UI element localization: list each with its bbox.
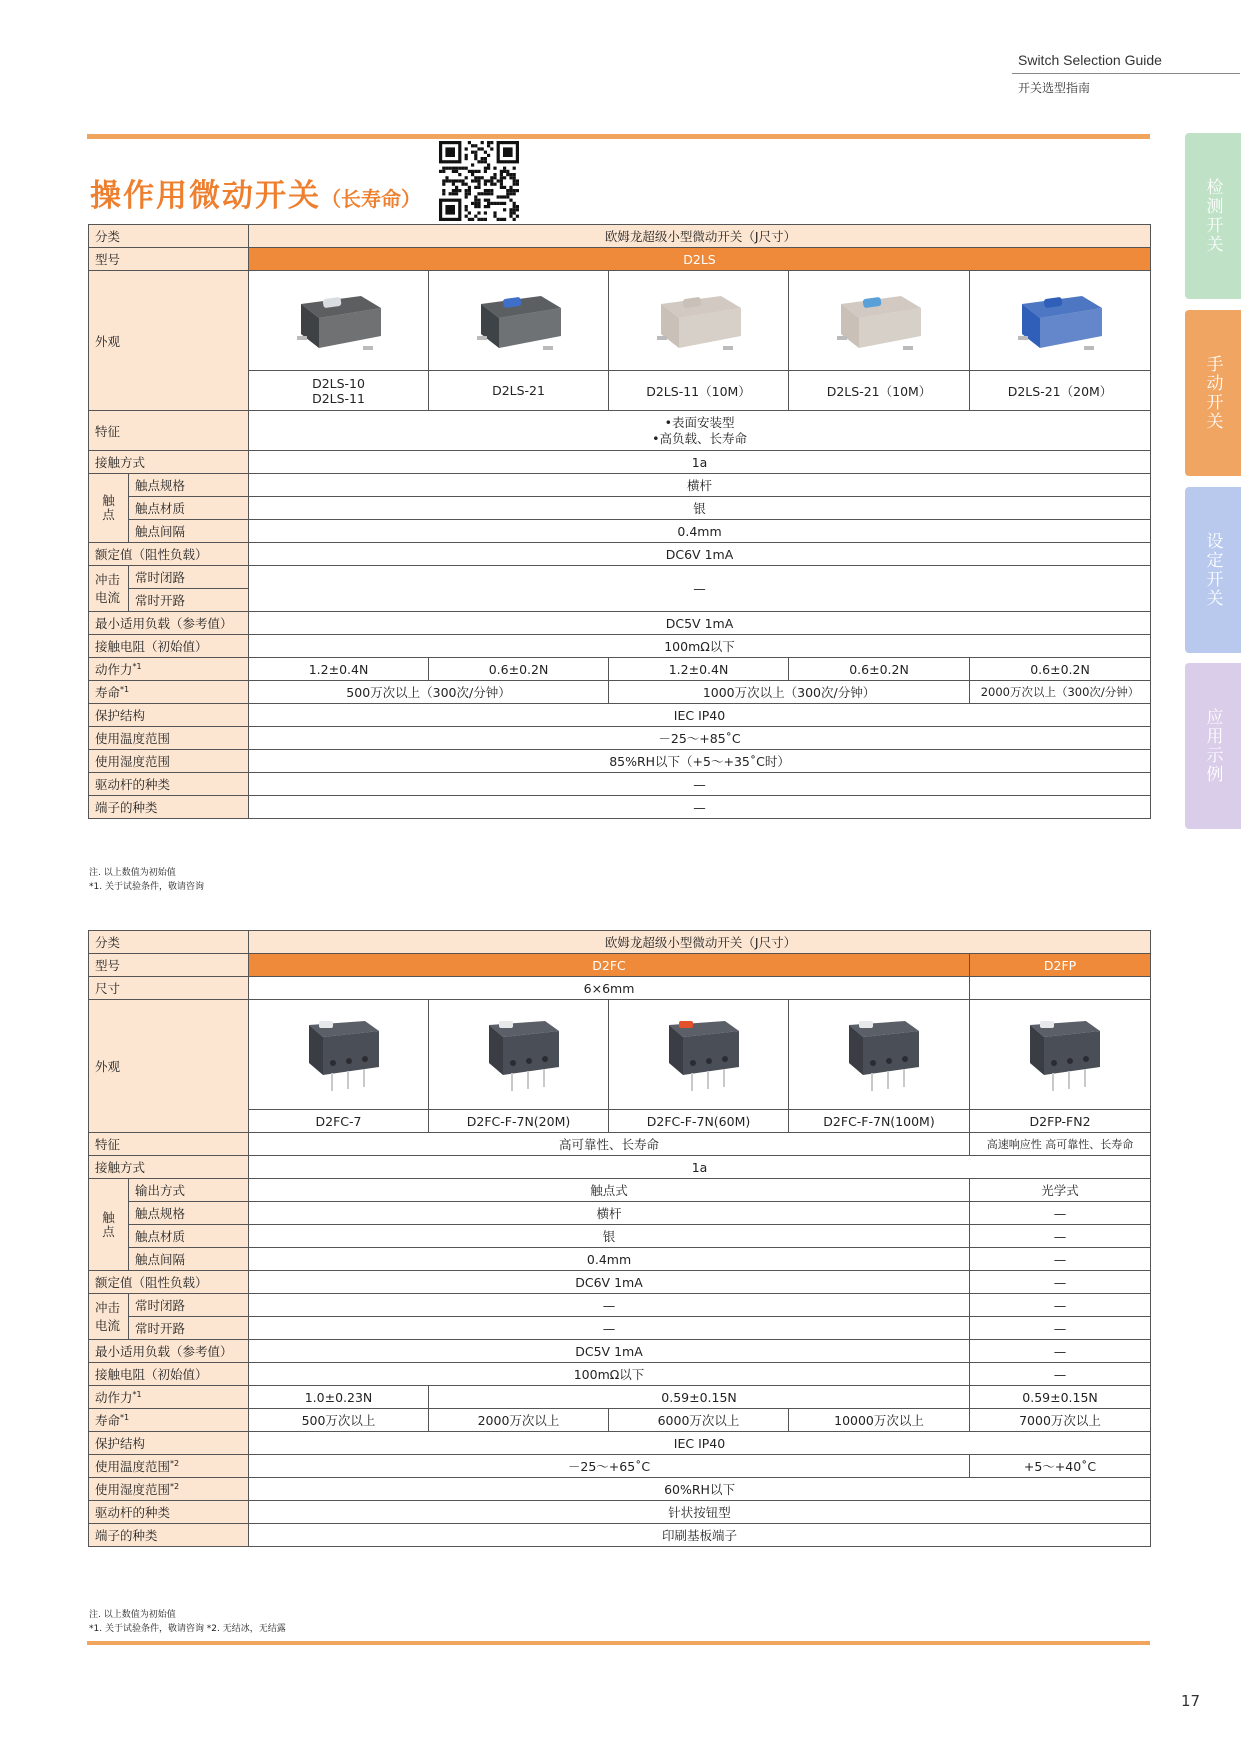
product-image-cell xyxy=(249,1000,429,1110)
life-label xyxy=(89,1409,249,1432)
contact-gap-label: 触点间隔 xyxy=(129,1248,249,1271)
resistance-value: — xyxy=(970,1363,1151,1386)
switch-d2fc-f-7n-20m-image xyxy=(459,1003,579,1103)
contact-spec-label: 触点规格 xyxy=(129,474,249,497)
model-caption: D2LS-10 D2LS-11 xyxy=(249,371,429,411)
note-line: *1. 关于试验条件，敬请咨询 *2. 无结冰，无结露 xyxy=(89,1624,286,1634)
note-line: 注. 以上数值为初始值 xyxy=(89,1610,176,1620)
contact-material-value: 银 xyxy=(249,497,1151,520)
table-row xyxy=(89,520,1151,543)
category-label: 分类 xyxy=(89,931,249,954)
terminal-type-label: 端子的种类 xyxy=(89,1524,249,1547)
table-row xyxy=(89,474,1151,497)
nc-label: 常时闭路 xyxy=(129,1294,249,1317)
feature-label: 特征 xyxy=(89,1133,249,1156)
contact-material-label: 触点材质 xyxy=(129,1225,249,1248)
min-load-value: DC5V 1mA xyxy=(249,1340,970,1363)
model-caption: D2LS-21（10M） xyxy=(789,371,970,411)
footnote-mark: *2 xyxy=(170,1458,180,1468)
table-row xyxy=(89,225,1151,248)
tab-label: 设定开关 xyxy=(1202,532,1223,608)
table-row xyxy=(89,1432,1151,1455)
no-label: 常时开路 xyxy=(129,589,249,612)
life-label xyxy=(89,681,249,704)
table-row xyxy=(89,1363,1151,1386)
page-title-sub: （长寿命） xyxy=(321,187,421,211)
model-label: 型号 xyxy=(89,248,249,271)
rating-value: DC6V 1mA xyxy=(249,1271,970,1294)
feature-label: 特征 xyxy=(89,411,249,451)
product-image-cell xyxy=(609,271,789,371)
table-row xyxy=(89,1340,1151,1363)
contact-material-value: — xyxy=(970,1225,1151,1248)
force-label-text: 动作力 xyxy=(95,1390,133,1405)
table-row xyxy=(89,497,1151,520)
feature-value: 高可靠性、长寿命 xyxy=(249,1133,970,1156)
model-caption: D2FP-FN2 xyxy=(970,1110,1151,1133)
model-label: 型号 xyxy=(89,954,249,977)
spec-table-d2fc-d2fp xyxy=(88,930,1151,1547)
table-row xyxy=(89,1156,1151,1179)
note-line: 注. 以上数值为初始值 xyxy=(89,868,176,878)
life-value: 6000万次以上 xyxy=(609,1409,789,1432)
product-image-cell xyxy=(789,271,970,371)
table-row xyxy=(89,566,1151,589)
tab-label: 应用示例 xyxy=(1202,708,1223,784)
no-label: 常时开路 xyxy=(129,1317,249,1340)
life-label-text: 寿命 xyxy=(95,1413,121,1428)
table-row xyxy=(89,681,1151,704)
resistance-value: 100mΩ以下 xyxy=(249,635,1151,658)
table-row xyxy=(89,1225,1151,1248)
min-load-label: 最小适用负载（参考值） xyxy=(89,1340,249,1363)
table-row xyxy=(89,612,1151,635)
table-row xyxy=(89,371,1151,411)
contact-gap-value: — xyxy=(970,1248,1151,1271)
table-row xyxy=(89,635,1151,658)
min-load-value: — xyxy=(970,1340,1151,1363)
contact-gap-label: 触点间隔 xyxy=(129,520,249,543)
product-image-cell xyxy=(249,271,429,371)
model-caption: D2FC-F-7N(60M) xyxy=(609,1110,789,1133)
force-value: 1.2±0.4N xyxy=(249,658,429,681)
humidity-label-text: 使用湿度范围 xyxy=(95,1482,171,1497)
tab-label: 手动开关 xyxy=(1202,355,1223,431)
protection-value: IEC IP40 xyxy=(249,704,1151,727)
temperature-label xyxy=(89,1455,249,1478)
table-row xyxy=(89,1524,1151,1547)
table-row xyxy=(89,1202,1151,1225)
contact-group-label: 触点 xyxy=(89,1179,129,1271)
bottom-orange-rule xyxy=(87,1641,1150,1645)
product-image-cell xyxy=(970,1000,1151,1110)
output-value: 光学式 xyxy=(970,1179,1151,1202)
table-row xyxy=(89,977,1151,1000)
resistance-value: 100mΩ以下 xyxy=(249,1363,970,1386)
table-row xyxy=(89,1455,1151,1478)
footnote-mark: *1 xyxy=(132,661,142,671)
humidity-value: 60%RH以下 xyxy=(249,1478,1151,1501)
force-value: 0.59±0.15N xyxy=(970,1386,1151,1409)
life-value: 500万次以上 xyxy=(249,1409,429,1432)
force-value: 0.6±0.2N xyxy=(970,658,1151,681)
nc-value: — xyxy=(249,1294,970,1317)
force-label xyxy=(89,1386,249,1409)
protection-label: 保护结构 xyxy=(89,704,249,727)
table-row xyxy=(89,248,1151,271)
tab-application-examples[interactable] xyxy=(1185,663,1241,829)
temperature-label: 使用温度范围 xyxy=(89,727,249,750)
table-row xyxy=(89,1110,1151,1133)
terminal-type-value: — xyxy=(249,796,1151,819)
inrush-label: 冲击电流 xyxy=(89,566,129,612)
inrush-label: 冲击电流 xyxy=(89,1294,129,1340)
product-image-cell xyxy=(789,1000,970,1110)
table-row xyxy=(89,1271,1151,1294)
no-value: — xyxy=(970,1317,1151,1340)
model-value: D2FP xyxy=(970,954,1151,977)
table-row xyxy=(89,1478,1151,1501)
footnote-mark: *1 xyxy=(132,1389,142,1399)
contact-spec-value: — xyxy=(970,1202,1151,1225)
size-label: 尺寸 xyxy=(89,977,249,1000)
switch-d2fc-f-7n-100m-image xyxy=(819,1003,939,1103)
protection-value: IEC IP40 xyxy=(249,1432,1151,1455)
table-row xyxy=(89,411,1151,451)
contact-form-value: 1a xyxy=(249,1156,1151,1179)
table-row xyxy=(89,750,1151,773)
contact-spec-label: 触点规格 xyxy=(129,1202,249,1225)
nc-value: — xyxy=(970,1294,1151,1317)
model-caption: D2FC-7 xyxy=(249,1110,429,1133)
switch-d2ls-21-10m-image xyxy=(819,274,939,364)
table-row xyxy=(89,704,1151,727)
rating-value: — xyxy=(970,1271,1151,1294)
feature-line: •表面安装型 xyxy=(664,414,735,430)
terminal-type-label: 端子的种类 xyxy=(89,796,249,819)
output-label: 输出方式 xyxy=(129,1179,249,1202)
life-value: 10000万次以上 xyxy=(789,1409,970,1432)
model-caption: D2FC-F-7N(20M) xyxy=(429,1110,609,1133)
header-divider xyxy=(1012,73,1240,74)
product-image-cell xyxy=(609,1000,789,1110)
force-value: 1.0±0.23N xyxy=(249,1386,429,1409)
model-caption: D2FC-F-7N(100M) xyxy=(789,1110,970,1133)
switch-d2fc-7-image xyxy=(279,1003,399,1103)
switch-d2fc-f-7n-60m-image xyxy=(639,1003,759,1103)
table-row xyxy=(89,1000,1151,1110)
force-value: 0.59±0.15N xyxy=(429,1386,970,1409)
category-value: 欧姆龙超级小型微动开关（J尺寸） xyxy=(249,225,1151,248)
force-label xyxy=(89,658,249,681)
header-chinese: 开关选型指南 xyxy=(1018,81,1091,95)
note-line: *1. 关于试验条件，敬请咨询 xyxy=(89,882,204,892)
category-label: 分类 xyxy=(89,225,249,248)
actuator-type-label: 驱动杆的种类 xyxy=(89,773,249,796)
rating-value: DC6V 1mA xyxy=(249,543,1151,566)
switch-d2ls-21-20m-image xyxy=(1000,274,1120,364)
life-value: 7000万次以上 xyxy=(970,1409,1151,1432)
life-value: 500万次以上（300次/分钟） xyxy=(249,681,609,704)
contact-spec-value: 横杆 xyxy=(249,1202,970,1225)
header-english: Switch Selection Guide xyxy=(1018,52,1162,68)
table-row xyxy=(89,1386,1151,1409)
resistance-label: 接触电阻（初始值） xyxy=(89,1363,249,1386)
model-value: D2FC xyxy=(249,954,970,977)
table-row xyxy=(89,1179,1151,1202)
table-row xyxy=(89,543,1151,566)
switch-d2fp-fn2-image xyxy=(1000,1003,1120,1103)
actuator-type-value: — xyxy=(249,773,1151,796)
life-value: 1000万次以上（300次/分钟） xyxy=(609,681,970,704)
switch-d2ls-21-image xyxy=(459,274,579,364)
qr-code-icon xyxy=(439,141,519,221)
table-row xyxy=(89,931,1151,954)
contact-spec-value: 横杆 xyxy=(249,474,1151,497)
switch-d2ls-11-10m-image xyxy=(639,274,759,364)
table-row xyxy=(89,1409,1151,1432)
table-row xyxy=(89,1317,1151,1340)
force-value: 1.2±0.4N xyxy=(609,658,789,681)
top-orange-rule xyxy=(87,134,1150,139)
page-title xyxy=(90,170,421,215)
switch-d2ls-10-image xyxy=(279,274,399,364)
no-value: — xyxy=(249,1317,970,1340)
actuator-type-label: 驱动杆的种类 xyxy=(89,1501,249,1524)
actuator-type-value: 针状按钮型 xyxy=(249,1501,1151,1524)
temperature-value: －25～+65˚C xyxy=(249,1455,970,1478)
contact-group-label: 触点 xyxy=(89,474,129,543)
protection-label: 保护结构 xyxy=(89,1432,249,1455)
table-row xyxy=(89,1294,1151,1317)
page-number: 17 xyxy=(1181,1692,1201,1710)
table2-notes xyxy=(89,1608,286,1636)
product-image-cell xyxy=(429,1000,609,1110)
table-row xyxy=(89,796,1151,819)
table-row xyxy=(89,1501,1151,1524)
contact-material-label: 触点材质 xyxy=(129,497,249,520)
table-row xyxy=(89,658,1151,681)
rating-label: 额定值（阻性负载） xyxy=(89,543,249,566)
page-title-main: 操作用微动开关 xyxy=(90,178,321,214)
contact-form-value: 1a xyxy=(249,451,1151,474)
contact-gap-value: 0.4mm xyxy=(249,520,1151,543)
footnote-mark: *1 xyxy=(120,684,130,694)
force-value: 0.6±0.2N xyxy=(789,658,970,681)
inrush-value: — xyxy=(249,566,1151,612)
table-row xyxy=(89,773,1151,796)
min-load-value: DC5V 1mA xyxy=(249,612,1151,635)
life-value: 2000万次以上 xyxy=(429,1409,609,1432)
temperature-value: －25～+85˚C xyxy=(249,727,1151,750)
humidity-label: 使用湿度范围 xyxy=(89,750,249,773)
min-load-label: 最小适用负载（参考值） xyxy=(89,612,249,635)
table-row xyxy=(89,1248,1151,1271)
force-value: 0.6±0.2N xyxy=(429,658,609,681)
contact-form-label: 接触方式 xyxy=(89,451,249,474)
product-image-cell xyxy=(970,271,1151,371)
rating-label: 额定值（阻性负载） xyxy=(89,1271,249,1294)
spec-table-d2ls xyxy=(88,224,1151,819)
table-row xyxy=(89,727,1151,750)
force-label-text: 动作力 xyxy=(95,662,133,677)
contact-form-label: 接触方式 xyxy=(89,1156,249,1179)
tab-detection-switch[interactable] xyxy=(1185,133,1241,299)
output-value: 触点式 xyxy=(249,1179,970,1202)
footnote-mark: *1 xyxy=(120,1412,130,1422)
feature-value: 高速响应性 高可靠性、长寿命 xyxy=(970,1133,1151,1156)
contact-material-value: 银 xyxy=(249,1225,970,1248)
life-label-text: 寿命 xyxy=(95,685,121,700)
tab-manual-switch[interactable] xyxy=(1185,310,1241,476)
tab-setting-switch[interactable] xyxy=(1185,487,1241,653)
temperature-value: +5～+40˚C xyxy=(970,1455,1151,1478)
category-value: 欧姆龙超级小型微动开关（J尺寸） xyxy=(249,931,1151,954)
model-caption: D2LS-21（20M） xyxy=(970,371,1151,411)
nc-label: 常时闭路 xyxy=(129,566,249,589)
appearance-label: 外观 xyxy=(89,1000,249,1133)
model-caption: D2LS-11（10M） xyxy=(609,371,789,411)
table-row xyxy=(89,271,1151,371)
model-value: D2LS xyxy=(249,248,1151,271)
size-value: 6×6mm xyxy=(249,977,970,1000)
appearance-label: 外观 xyxy=(89,271,249,411)
table-row xyxy=(89,1133,1151,1156)
tab-label: 检测开关 xyxy=(1202,178,1223,254)
table1-notes xyxy=(89,866,204,894)
model-caption: D2LS-21 xyxy=(429,371,609,411)
footnote-mark: *2 xyxy=(170,1481,180,1491)
life-value: 2000万次以上（300次/分钟） xyxy=(970,681,1151,704)
contact-gap-value: 0.4mm xyxy=(249,1248,970,1271)
product-image-cell xyxy=(429,271,609,371)
feature-line: •高负载、长寿命 xyxy=(652,430,747,446)
size-value-empty xyxy=(970,977,1151,1000)
temperature-label-text: 使用温度范围 xyxy=(95,1459,171,1474)
humidity-value: 85%RH以下（+5～+35˚C时） xyxy=(249,750,1151,773)
feature-value xyxy=(249,411,1151,451)
resistance-label: 接触电阻（初始值） xyxy=(89,635,249,658)
humidity-label xyxy=(89,1478,249,1501)
terminal-type-value: 印刷基板端子 xyxy=(249,1524,1151,1547)
table-row xyxy=(89,451,1151,474)
table-row xyxy=(89,954,1151,977)
